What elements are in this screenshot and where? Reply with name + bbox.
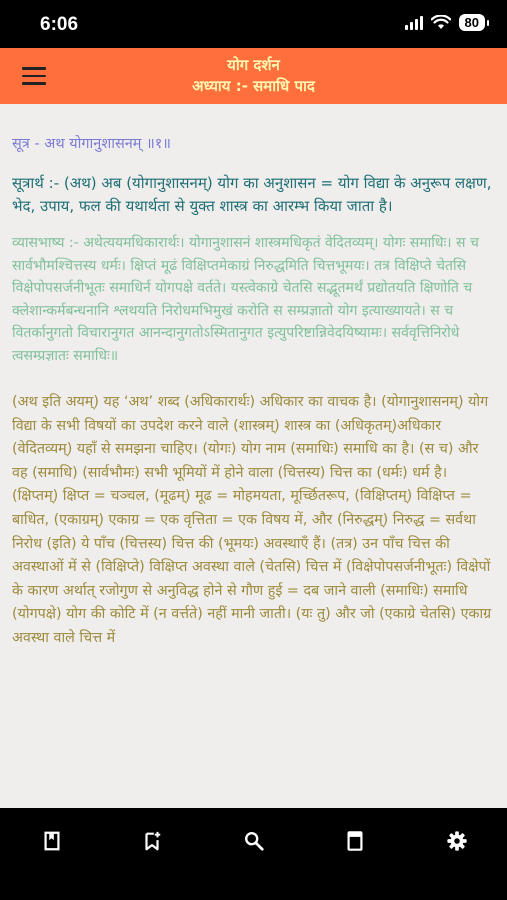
wifi-icon [431, 15, 451, 30]
vyasa-bhashya-text: व्यासभाष्य :- अथेत्ययमधिकारार्थः। योगानुशासनं शास्त्रमधिकृतं वेदितव्यम्। योगः समाधिः। स च सार्वभौमश्चित्तस्य धर्मः। क्षिप्तं मूढं विक्षिप्तमेकाग्रं निरुद्धमिति चित्तभूमयः। तत्र विक्षिप्ते चेतसि विक्षेपोपसर्जनीभूतः समाधिर्न योगपक्षे वर्तते। यस्त्वेकाग्रे चेतसि सद्भूतमर्थं प्रद्योतयति क्षिणोति च क्लेशान्कर्मबन्धनानि श्लथयति निरोधमभिमुखं करोति स सम्प्रज्ञातो योग इत्याख्यायते। स च वितर्कानुगतो विचारानुगत आनन्दानुगतोऽस्मितानुगत इत्युपरिष्टान्निवेदयिष्यामः। सर्ववृत्तिनिरोधे त्वसम्प्रज्ञातः समाधिः॥ [12, 235, 479, 364]
sutrarth-text: सूत्रार्थ :- (अथ) अब (योगानुशासनम्) योग का अनुशासन = योग विद्या के अनुरूप लक्षण, भेद, उपाय, फल की यथार्थता से युक्त शास्त्र का आरम्भ किया जाता है। [12, 174, 492, 215]
content-area[interactable] [0, 104, 507, 808]
search-icon[interactable] [237, 824, 271, 858]
status-icons [405, 14, 485, 31]
status-bar [0, 0, 507, 48]
bottom-nav [0, 808, 507, 900]
menu-icon[interactable] [22, 67, 46, 85]
page-icon[interactable] [338, 824, 372, 858]
signal-icon [405, 16, 423, 30]
battery-icon: 80 [459, 14, 485, 31]
bookmark-add-icon[interactable] [135, 824, 169, 858]
header-subtitle: अध्याय :- समाधि पाद [192, 77, 315, 95]
commentary-text: (अथ इति अयम्) यह ‘अथ’ शब्द (अधिकारार्थः) अधिकार का वाचक है। (योगानुशासनम्) योग विद्या के सभी विषयों का उपदेश करने वाले (शास्त्रम्) शास्त्र का (अधिकृतम्)अधिकार (वेदितव्यम्) यहाँ से समझना चाहिए। (योगः) योग नाम (समाधिः) समाधि का है। (स च) और वह (समाधि) (सार्वभौमः) सभी भूमियों में होने वाला (चित्तस्य) चित्त का (धर्मः) धर्म है। (क्षिप्तम्) क्षिप्त = चञ्चल, (मूढम्) मूढ = मोहमयता, मूर्च्छितरूप, (विक्षिप्तम्) विक्षिप्त = बाधित, (एकाग्रम्) एकाग्र = एक वृत्तिता = एक विषय में, और (निरुद्धम्) निरुद्ध = सर्वथा निरोध (इति) ये पाँच (चित्तस्य) चित्त की (भूमयः) अवस्थाएँ हैं। (तत्र) उन पाँच चित्त की अवस्थाओं में से (विक्षिप्ते) विक्षिप्त अवस्था वाले (चेतसि) चित्त में (विक्षेपोपसर्जनीभूतः) विक्षेपों के कारण अर्थात् रजोगुण से अनुविद्ध होने से गौण हुई = दब जाने वाली (समाधिः) समाधि (योगपक्षे) योग की कोटि में (न वर्त्तते) नहीं मानी जाती। (यः तु) और जो (एकाग्रे चेतसि) एकाग्र अवस्था वाले चित्त में [12, 394, 492, 646]
header-title: योग दर्शन [227, 56, 280, 74]
sutra-text: सूत्र - अथ योगानुशासनम् ॥१॥ [12, 136, 171, 152]
book-icon[interactable] [35, 824, 69, 858]
status-time: 6:06 [40, 14, 79, 35]
app-header [0, 48, 507, 104]
gear-icon[interactable] [440, 824, 474, 858]
